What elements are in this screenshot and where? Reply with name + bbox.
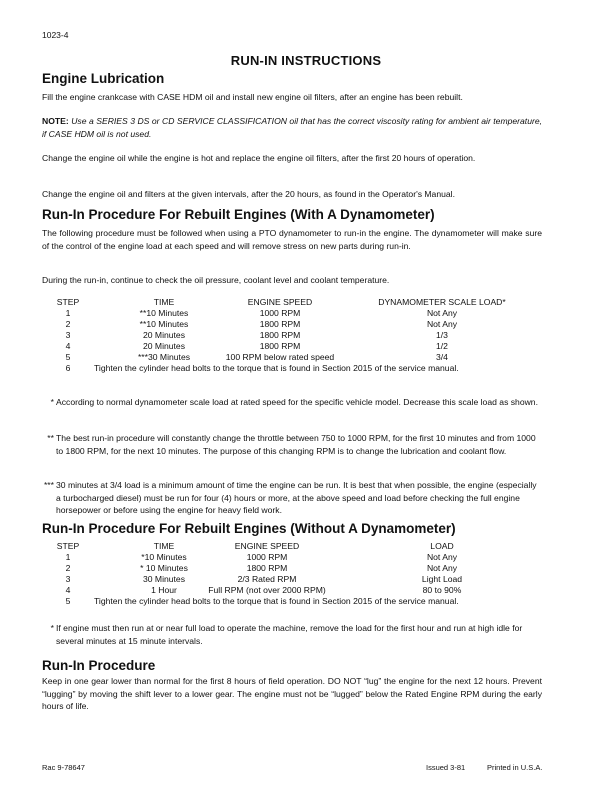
note-text: Use a SERIES 3 DS or CD SERVICE CLASSIFICATION oil that has the correct viscosity rating for ambient air temperature, if CASE HDM oil is not used. [42, 116, 543, 139]
load-cell: 1/3 [436, 330, 448, 340]
speed-cell: 1800 RPM [259, 330, 301, 340]
lubrication-paragraph-3: Change the engine oil and filters at the given intervals, after the 20 hours, as found in the Operator's Manual. [42, 189, 455, 199]
step-cell: 6 [65, 363, 71, 373]
with-dyno-paragraph-1: The following procedure must be followed when using a PTO dynamometer to run-in the engine. The dynamometer will make sure of the control of the engine load at each speed and will remove stress on new parts during run-in. [42, 228, 542, 251]
table-row [42, 563, 582, 574]
footnote-mark: *** [43, 480, 54, 490]
time-cell: ***30 Minutes [137, 352, 191, 362]
header-time: TIME [153, 541, 175, 551]
load-cell: Not Any [426, 308, 458, 318]
header-step: STEP [56, 297, 80, 307]
footnote-mark: * [50, 623, 54, 633]
table-final-step-row [42, 596, 582, 607]
footnote-3 [42, 479, 542, 517]
footnote-text: According to normal dynamometer scale load at rated speed for the specific vehicle model. Decrease this scale load as shown. [56, 397, 538, 407]
load-cell: Not Any [426, 552, 458, 562]
footnote-1 [42, 396, 542, 409]
speed-cell: 1800 RPM [259, 341, 301, 351]
header-load: LOAD [430, 541, 454, 551]
speed-cell: 1000 RPM [259, 308, 301, 318]
speed-cell: 100 RPM below rated speed [225, 352, 335, 362]
footnote-2 [42, 432, 542, 457]
footnote-text: The best run-in procedure will constantly change the throttle between 750 to 1000 RPM, for the first 10 minutes and from 1000 to 1800 RPM, for the next 10 minutes. The purpose of this changing RPM is to change the lubrication and coolant flow. [56, 433, 536, 456]
time-cell: **10 Minutes [139, 308, 189, 318]
footer-doc-number: Rac 9-78647 [42, 763, 85, 772]
step-cell: 2 [65, 563, 71, 573]
time-cell: 20 Minutes [142, 341, 186, 351]
header-engine-speed: ENGINE SPEED [234, 541, 300, 551]
with-dyno-table [42, 297, 582, 374]
table-row [42, 330, 582, 341]
table-row [42, 341, 582, 352]
without-dyno-table [42, 541, 582, 607]
page-title: RUN-IN INSTRUCTIONS [230, 53, 382, 68]
load-cell: 80 to 90% [422, 585, 462, 595]
header-time: TIME [153, 297, 175, 307]
load-cell: Not Any [426, 319, 458, 329]
speed-cell: Full RPM (not over 2000 RPM) [208, 585, 326, 595]
time-cell: **10 Minutes [139, 319, 189, 329]
table-row [42, 552, 582, 563]
step-cell: 4 [65, 585, 71, 595]
lubrication-paragraph-1: Fill the engine crankcase with CASE HDM oil and install new engine oil filters, after an engine has been rebuilt. [42, 92, 463, 102]
table-header-row [42, 297, 582, 308]
step-cell: 3 [65, 574, 71, 584]
time-cell: 1 Hour [151, 585, 177, 595]
lubrication-paragraph-2: Change the engine oil while the engine is hot and replace the engine oil filters, after the first 20 hours of operation. [42, 153, 476, 163]
lubrication-note [42, 115, 542, 140]
footnote-mark: * [50, 397, 54, 407]
speed-cell: 1000 RPM [246, 552, 288, 562]
step-cell: 4 [65, 341, 71, 351]
run-in-heading: Run-In Procedure [42, 658, 156, 673]
table-row [42, 574, 582, 585]
header-engine-speed: ENGINE SPEED [247, 297, 313, 307]
run-in-paragraph: Keep in one gear lower than normal for the first 8 hours of field operation. DO NOT “lug” the engine for the next 12 hours. Prevent “lugging” by moving the shift lever to a lower gear. The engine must not be “lugged” below the Rated Engine RPM during the early hours of life. [42, 676, 542, 711]
table-header-row [42, 541, 582, 552]
load-cell: 3/4 [436, 352, 448, 362]
speed-cell: 2/3 Rated RPM [237, 574, 297, 584]
footnote-text: If engine must then run at or near full load to operate the machine, remove the load for the first hour and run at high idle for several minutes at 15 minute intervals. [56, 623, 523, 646]
step-cell: 1 [65, 308, 71, 318]
footnote-text: 30 minutes at 3/4 load is a minimum amount of time the engine can be run. It is best that when possible, the engine (especially a turbocharged diesel) must be run for four (4) hours or more, at the above speed and load before checking the full engine horsepower or before using the engine for heavy field work. [56, 480, 537, 515]
load-cell: Not Any [426, 563, 458, 573]
time-cell: 20 Minutes [142, 330, 186, 340]
footnote-mark: ** [47, 433, 54, 443]
page-number: 1023-4 [42, 30, 69, 40]
note-label: NOTE: [42, 116, 69, 126]
step-cell: 3 [65, 330, 71, 340]
table-row [42, 585, 582, 596]
step-cell: 5 [65, 352, 71, 362]
step-cell: 2 [65, 319, 71, 329]
table-row [42, 308, 582, 319]
time-cell: *10 Minutes [141, 552, 187, 562]
speed-cell: 1800 RPM [259, 319, 301, 329]
load-cell: 1/2 [436, 341, 448, 351]
speed-cell: 1800 RPM [246, 563, 288, 573]
time-cell: * 10 Minutes [140, 563, 188, 573]
table-final-step-row [42, 363, 582, 374]
final-step-text: Tighten the cylinder head bolts to the torque that is found in Section 2015 of the service manual. [94, 596, 459, 606]
time-cell: 30 Minutes [142, 574, 186, 584]
with-dyno-paragraph-2: During the run-in, continue to check the oil pressure, coolant level and coolant temperature. [42, 275, 390, 285]
with-dyno-heading: Run-In Procedure For Rebuilt Engines (With A Dynamometer) [42, 207, 435, 222]
step-cell: 5 [65, 596, 71, 606]
engine-lubrication-heading: Engine Lubrication [42, 71, 165, 86]
without-dyno-footnote [42, 622, 542, 647]
load-cell: Light Load [421, 574, 463, 584]
header-load: DYNAMOMETER SCALE LOAD* [378, 297, 506, 307]
table-row [42, 319, 582, 330]
footer-issued: Issued 3-81 [426, 763, 466, 772]
footer-printed: Printed in U.S.A. [487, 763, 543, 772]
table-row [42, 352, 582, 363]
without-dyno-heading: Run-In Procedure For Rebuilt Engines (Without A Dynamometer) [42, 521, 456, 536]
final-step-text: Tighten the cylinder head bolts to the torque that is found in Section 2015 of the service manual. [94, 363, 459, 373]
header-step: STEP [56, 541, 80, 551]
step-cell: 1 [65, 552, 71, 562]
